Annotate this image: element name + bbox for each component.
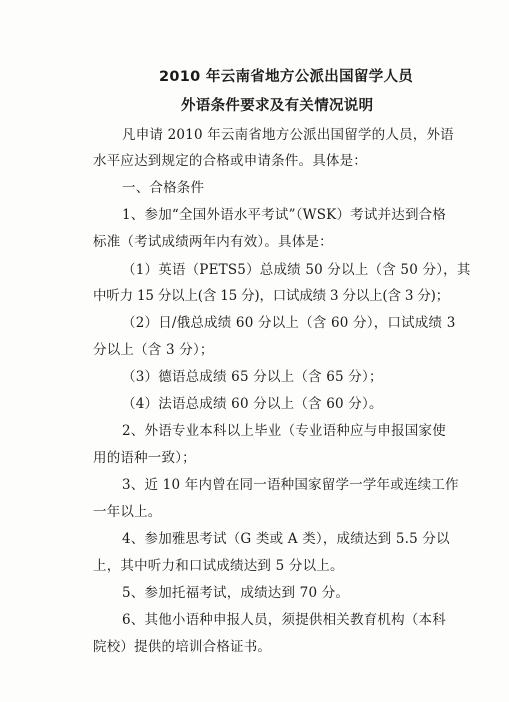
intro-line2: 水平应达到规定的合格或申请条件。具体是：	[93, 153, 367, 169]
section1-heading: 一、合格条件	[122, 180, 205, 196]
item4-line1: 4、参加雅思考试（G 类或 A 类），成绩达到 5.5 分以	[122, 531, 450, 547]
item1-sub2-line2: 分以上（含 3 分）；	[93, 342, 214, 358]
item6-line2: 院校）提供的培训合格证书。	[93, 639, 272, 655]
document-title-line2: 外语条件要求及有关情况说明	[181, 98, 374, 114]
item3-line2: 一年以上。	[93, 504, 162, 520]
document-title-line1: 2010 年云南省地方公派出国留学人员	[159, 69, 414, 85]
item1-sub1-line1: （1）英语（PETS5）总成绩 50 分以上（含 50 分），其	[122, 262, 471, 278]
item2-line1: 2、外语专业本科以上毕业（专业语种应与申报国家使	[122, 423, 446, 439]
item3-line1: 3、近 10 年内曾在同一语种国家留学一学年或连续工作	[122, 477, 459, 493]
item1-line1: 1、参加“全国外语水平考试”（WSK）考试并达到合格	[122, 207, 447, 223]
item1-sub4: （4）法语总成绩 60 分以上（含 60 分）。	[122, 396, 383, 412]
item1-sub2-line1: （2）日/俄总成绩 60 分以上（含 60 分），口试成绩 3	[122, 315, 456, 331]
item6-line1: 6、其他小语种申报人员，须提供相关教育机构（本科	[122, 612, 446, 628]
item1-sub3: （3）德语总成绩 65 分以上（含 65 分）；	[122, 369, 383, 385]
item1-line2: 标准（考试成绩两年内有效）。具体是：	[93, 234, 333, 250]
item1-sub1-line2: 中听力 15 分以上(含 15 分)，口试成绩 3 分以上(含 3 分)；	[93, 288, 450, 304]
item4-line2: 上，其中听力和口试成绩达到 5 分以上。	[93, 558, 344, 574]
item5: 5、参加托福考试，成绩达到 70 分。	[122, 585, 350, 601]
item2-line2: 用的语种一致）；	[93, 450, 196, 466]
intro-line1: 凡申请 2010 年云南省地方公派出国留学的人员，外语	[122, 127, 454, 143]
